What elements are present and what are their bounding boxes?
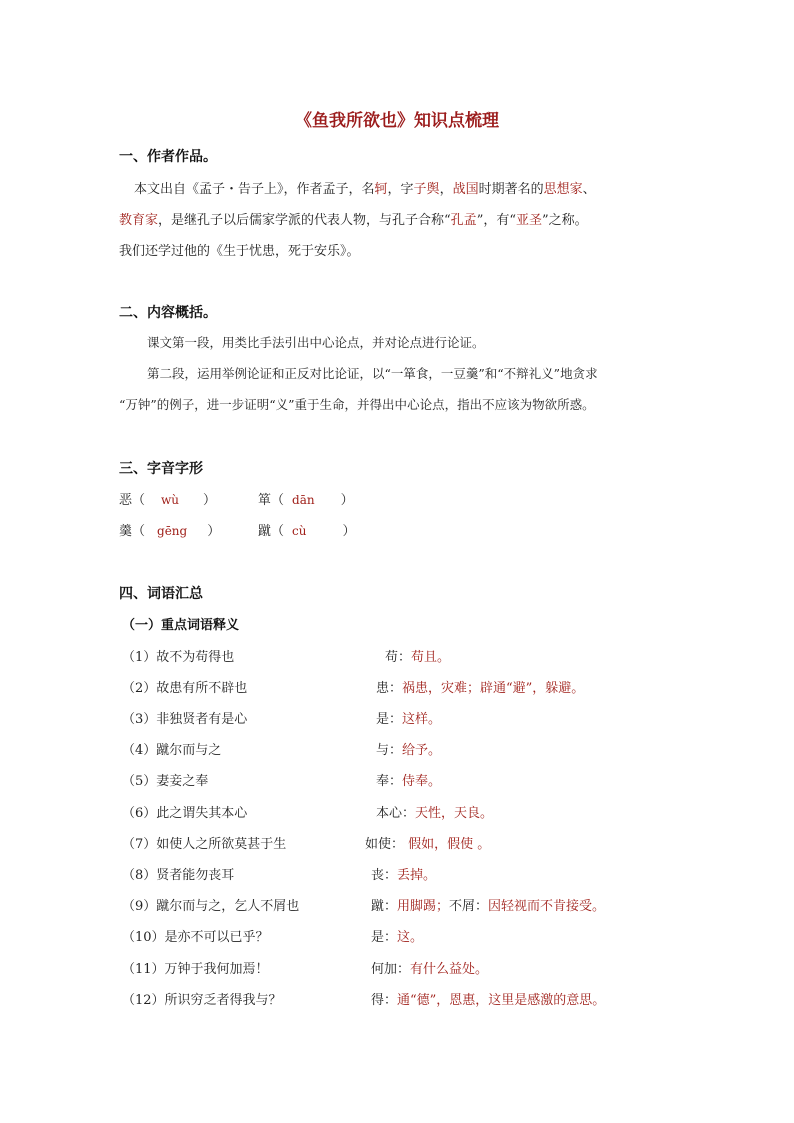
section-heading-pronunciation: 三、字音字形 bbox=[119, 461, 203, 477]
char-label: 恶（ bbox=[119, 493, 146, 508]
vocab-row-4: （4）蹴尔而与之 bbox=[122, 743, 222, 758]
vocab-row-2: （2）故患有所不辟也 bbox=[122, 681, 248, 696]
ya-sheng: 亚圣 bbox=[515, 213, 542, 228]
author-paragraph-line-1 bbox=[134, 178, 596, 197]
vocab-def-2 bbox=[376, 677, 584, 696]
vocab-def-5 bbox=[376, 770, 441, 789]
text: ， bbox=[439, 182, 453, 197]
def-key: 蹴： bbox=[371, 899, 398, 914]
def-value: 给予。 bbox=[402, 743, 442, 758]
def-key: 奉： bbox=[376, 774, 403, 789]
vocab-row-12: （12）所识穷乏者得我与？ bbox=[122, 993, 282, 1008]
def-value: 天性，天良。 bbox=[415, 806, 494, 821]
def-key: 是： bbox=[371, 930, 398, 945]
def-key: 是： bbox=[376, 712, 403, 727]
char-item-wu bbox=[119, 489, 216, 508]
def-value: 苟且。 bbox=[411, 650, 451, 665]
summary-paragraph-2-line-2: “万钟”的例子，进一步证明“义”重于生命，并得出中心论点，指出不应该为物欲所惑。 bbox=[119, 397, 595, 412]
char-label: 羹（ bbox=[119, 524, 146, 539]
role-educator: 教育家 bbox=[119, 213, 159, 228]
author-name: 轲 bbox=[374, 182, 388, 197]
summary-paragraph-2-line-1: 第二段，运用举例论证和正反对比论证，以“一箪食，一豆羹”和“不辩礼义”地贪求 bbox=[147, 366, 598, 381]
author-paragraph-line-3: 我们还学过他的《生于忧患，死于安乐》。 bbox=[119, 244, 360, 259]
vocab-row-11: （11）万钟于我何加焉！ bbox=[122, 962, 269, 977]
role-thinker: 思想家 bbox=[543, 182, 583, 197]
pinyin: cù bbox=[292, 524, 307, 538]
def-key: 得： bbox=[371, 993, 398, 1008]
vocab-def-4 bbox=[376, 739, 441, 758]
vocab-row-6: （6）此之谓失其本心 bbox=[122, 806, 248, 821]
def-key: 患： bbox=[376, 681, 403, 696]
vocab-def-11 bbox=[371, 958, 488, 977]
close-paren: ） bbox=[203, 493, 217, 508]
page-title: 《鱼我所欲也》知识点梳理 bbox=[295, 111, 499, 131]
subsection-heading-key-words: （一）重点词语释义 bbox=[122, 618, 240, 633]
def-value: 有什么益处。 bbox=[410, 962, 489, 977]
text: ，是继孔子以后儒家学派的代表人物，与孔子合称“ bbox=[158, 213, 451, 228]
def-value: 用脚踢； bbox=[397, 899, 450, 914]
def-value: 通“德”，恩惠，这里是感激的意思。 bbox=[397, 993, 606, 1008]
def-value: 假如，假使 。 bbox=[404, 837, 491, 852]
close-paren: ） bbox=[342, 524, 356, 539]
text: ，字 bbox=[387, 182, 414, 197]
author-paragraph-line-2 bbox=[119, 209, 588, 228]
vocab-row-10: （10）是亦不可以已乎？ bbox=[122, 930, 269, 945]
vocab-row-3: （3）非独贤者有是心 bbox=[122, 712, 248, 727]
section-heading-author: 一、作者作品。 bbox=[119, 149, 217, 165]
def-value: 祸患，灾难；辟通“避”，躲避。 bbox=[402, 681, 585, 696]
kong-meng: 孔孟 bbox=[450, 213, 477, 228]
char-item-dan bbox=[258, 489, 354, 508]
vocab-row-5: （5）妻妾之奉 bbox=[122, 774, 209, 789]
vocab-def-7 bbox=[365, 833, 490, 852]
def-key: 丧： bbox=[371, 868, 398, 883]
pinyin: gēng bbox=[157, 524, 188, 538]
def-value: 侍奉。 bbox=[402, 774, 442, 789]
pinyin: wù bbox=[161, 493, 180, 507]
def-key: 与： bbox=[376, 743, 403, 758]
vocab-def-9 bbox=[371, 895, 605, 914]
def-key: 何加： bbox=[371, 962, 411, 977]
def-value: 这。 bbox=[397, 930, 424, 945]
section-heading-vocabulary: 四、词语汇总 bbox=[119, 586, 203, 602]
def-value: 因轻视而不肯接受。 bbox=[488, 899, 606, 914]
vocab-def-1 bbox=[385, 646, 450, 665]
vocab-row-8: （8）贤者能勿丧耳 bbox=[122, 868, 235, 883]
summary-paragraph-1: 课文第一段，用类比手法引出中心论点，并对论点进行论证。 bbox=[147, 335, 485, 350]
char-label: 箪（ bbox=[258, 493, 285, 508]
close-paren: ） bbox=[340, 493, 354, 508]
def-value: 这样。 bbox=[402, 712, 442, 727]
char-item-geng bbox=[119, 520, 220, 539]
vocab-def-12 bbox=[371, 989, 605, 1008]
text: 、 bbox=[582, 182, 596, 197]
def-value: 丢掉。 bbox=[397, 868, 437, 883]
text: 本文出自《孟子・告子上》，作者孟子，名 bbox=[134, 182, 375, 197]
vocab-def-8 bbox=[371, 864, 436, 883]
text: ”，有“ bbox=[476, 213, 516, 228]
vocab-def-10 bbox=[371, 926, 423, 945]
text: 时期著名的 bbox=[478, 182, 544, 197]
def-key: 如使： bbox=[365, 837, 405, 852]
char-label: 蹴（ bbox=[258, 524, 285, 539]
def-key: 苟： bbox=[385, 650, 412, 665]
vocab-row-9: （9）蹴尔而与之，乞人不屑也 bbox=[122, 899, 300, 914]
section-heading-summary: 二、内容概括。 bbox=[119, 305, 217, 321]
vocab-row-7: （7）如使人之所欲莫甚于生 bbox=[122, 837, 287, 852]
def-key: 本心： bbox=[376, 806, 416, 821]
author-courtesy-name: 子舆 bbox=[413, 182, 440, 197]
close-paren: ） bbox=[207, 524, 221, 539]
def-key: 不屑： bbox=[449, 899, 489, 914]
char-item-cu bbox=[258, 520, 355, 539]
vocab-def-3 bbox=[376, 708, 441, 727]
vocab-def-6 bbox=[376, 802, 493, 821]
era: 战国 bbox=[452, 182, 479, 197]
pinyin: dān bbox=[292, 493, 315, 507]
vocab-row-1: （1）故不为苟得也 bbox=[122, 650, 235, 665]
text: ”之称。 bbox=[542, 213, 588, 228]
